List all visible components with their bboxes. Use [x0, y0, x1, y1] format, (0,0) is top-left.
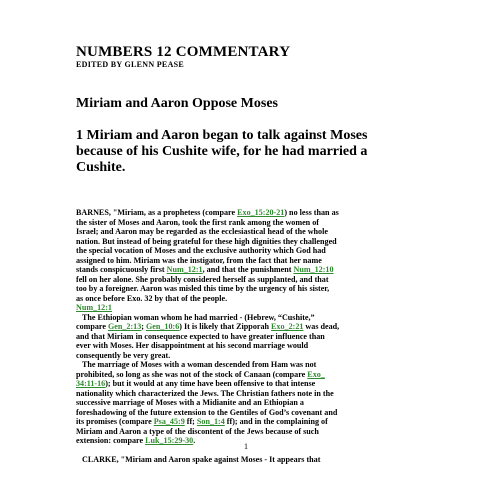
document-title: NUMBERS 12 COMMENTARY [76, 44, 291, 60]
text-span: its promises (compare [76, 417, 154, 426]
text-line [76, 265, 436, 275]
text-line: as once before Exo. 32 by that of the people. [76, 293, 228, 303]
text-line [76, 322, 436, 332]
verse-line: Cushite. [76, 160, 126, 175]
scripture-link[interactable]: Num_12:1 [166, 265, 203, 274]
text-line [76, 208, 436, 218]
editor-credit: EDITED BY GLENN PEASE [76, 60, 185, 69]
text-line [76, 436, 436, 446]
text-line: The marriage of Moses with a woman descended from Ham was not [82, 360, 317, 369]
text-line: nationality which characterized the Jews. The Christian fathers note in the [76, 388, 334, 398]
text-span: ) no less than as [284, 208, 339, 217]
text-line: consequently be very great. [76, 350, 171, 360]
scripture-link[interactable]: Son_1:4 [196, 417, 225, 426]
text-line: CLARKE, "Miriam and Aaron spake against Moses - It appears that [82, 454, 321, 464]
text-line: The Ethiopian woman whom he had married - (Hebrew, “Cushite,” [82, 312, 315, 322]
text-span: , and that the punishment [202, 265, 294, 274]
scripture-link[interactable]: Psa_45:9 [153, 417, 185, 426]
text-line: and that Miriam in consequence expected to have greater influence than [76, 331, 325, 341]
text-line: the special vocation of Moses and the exclusive authority which God had [76, 246, 326, 255]
scripture-link[interactable]: 34:11-16 [76, 379, 106, 388]
scripture-link[interactable]: Num_12:1 [76, 303, 112, 312]
text-line [76, 370, 436, 380]
text-span: ); but it would at any time have been offensive to that intense [105, 379, 316, 388]
text-line: the sister of Moses and Aaron, took the first rank among the women of [76, 217, 319, 227]
text-line [76, 417, 436, 427]
text-span: . [193, 436, 196, 445]
text-line: too by a foreigner. Aaron was misled this time by the urgency of his sister, [76, 284, 330, 293]
scripture-link[interactable]: Exo_ [307, 369, 325, 379]
text-line [76, 303, 436, 313]
text-span: ; [141, 322, 146, 331]
paragraph-gap [76, 446, 436, 455]
text-line: nation. But instead of being grateful for these high dignities they challenged [76, 236, 337, 246]
scripture-link[interactable]: Num_12:10 [293, 265, 334, 274]
scripture-link[interactable]: Exo_2:21 [271, 322, 304, 331]
section-heading: Miriam and Aaron Oppose Moses [76, 96, 278, 111]
verse-text [76, 128, 436, 176]
scripture-link[interactable]: Exo_15:20-21 [237, 208, 285, 217]
text-span: extension: compare [76, 436, 146, 445]
text-span: compare [76, 322, 108, 331]
commentary-body [76, 208, 436, 464]
text-span: was dead, [303, 322, 340, 331]
text-span: BARNES, "Miriam, as a prophetess (compare [76, 208, 238, 217]
text-line [76, 379, 436, 389]
text-span: prohibited, so long as she was not of the stock of Canaan (compare [76, 369, 308, 379]
text-span: ) It is likely that Zipporah [179, 322, 272, 331]
text-span: ff); and in the complaining of [224, 417, 328, 426]
verse-line: 1 Miriam and Aaron began to talk against Moses [76, 128, 368, 143]
verse-line: because of his Cushite wife, for he had married a [76, 144, 368, 159]
text-line: Miriam and Aaron a type of the discontent of the Jews because of such [76, 426, 319, 436]
scripture-link[interactable]: Luk_15:29-30 [145, 436, 194, 445]
text-span: ff; [184, 417, 197, 426]
text-span: stands conspicuously first [76, 265, 167, 274]
text-line: fell on her alone. She probably considered herself as supplanted, and that [76, 274, 329, 284]
text-line: successive marriage of Moses with a Midianite and an Ethiopian a [76, 398, 304, 407]
scripture-link[interactable]: Gen_2:13 [108, 322, 142, 331]
page-number: 1 [244, 442, 248, 451]
text-line: assigned to him. Miriam was the instigator, from the fact that her name [76, 255, 322, 265]
text-line: foreshadowing of the future extension to the Gentiles of God’s covenant and [76, 407, 338, 417]
text-line: ever with Moses. Her disappointment at his second marriage would [76, 341, 309, 350]
text-line: Israel; and Aaron may be regarded as the ecclesiastical head of the whole [76, 227, 328, 236]
scripture-link[interactable]: Gen_10:6 [146, 322, 180, 331]
